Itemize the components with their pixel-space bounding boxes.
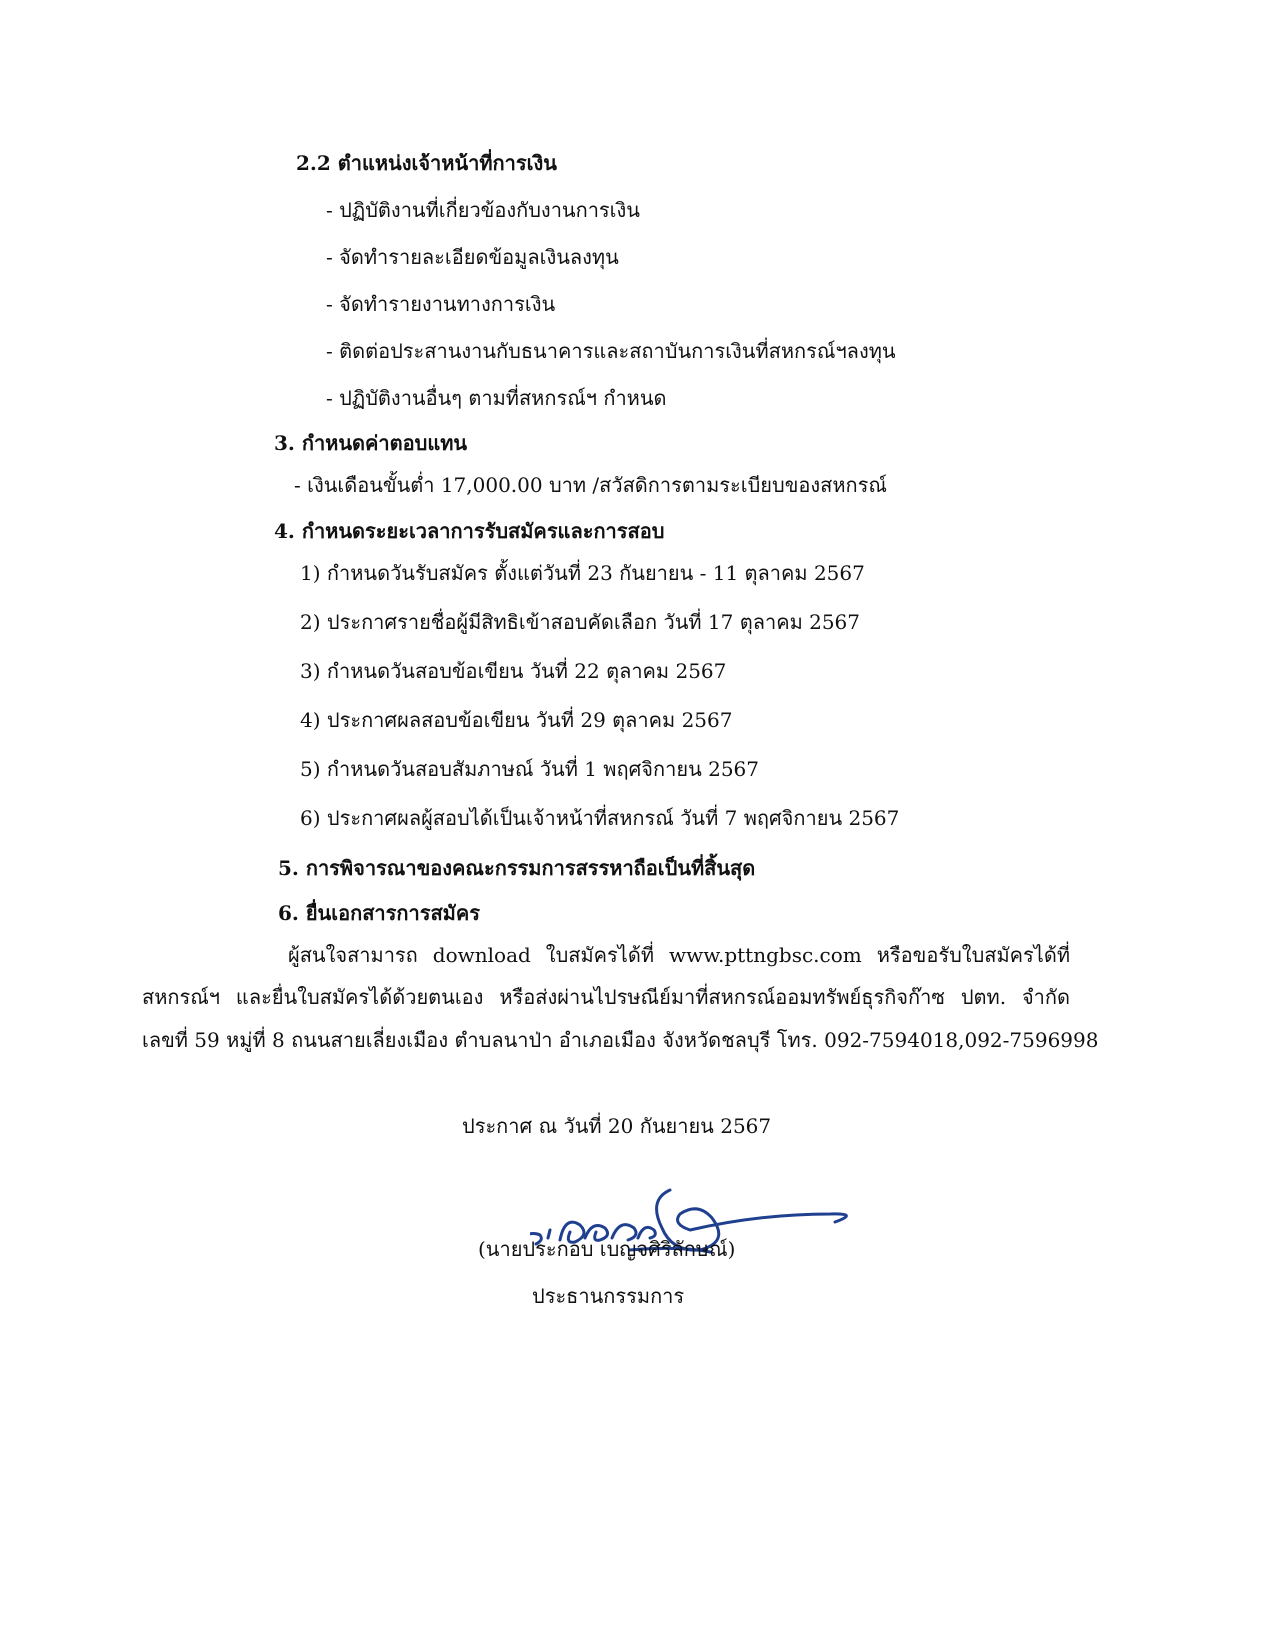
- section-2-2-item: - ปฏิบัติงานอื่นๆ ตามที่สหกรณ์ฯ กำหนด: [326, 386, 667, 410]
- signer-title: ประธานกรรมการ: [532, 1284, 685, 1308]
- section-6-paragraph-line: ผู้สนใจสามารถ download ใบสมัครได้ที่ www.pttngbsc.com หรือขอรับใบสมัครได้ที่: [288, 943, 1070, 967]
- salary-text: - เงินเดือนขั้นต่ำ 17,000.00 บาท /สวัสดิการตามระเบียบของสหกรณ์: [294, 473, 887, 497]
- section-2-2-item: - ปฏิบัติงานที่เกี่ยวข้องกับงานการเงิน: [326, 198, 640, 222]
- section-2-2-item: - จัดทำรายละเอียดข้อมูลเงินลงทุน: [326, 245, 619, 269]
- schedule-item: 1) กำหนดวันรับสมัคร ตั้งแต่วันที่ 23 กันยายน - 11 ตุลาคม 2567: [300, 561, 865, 585]
- section-2-2-item: - ติดต่อประสานงานกับธนาคารและสถาบันการเงินที่สหกรณ์ฯลงทุน: [326, 339, 896, 363]
- schedule-item: 3) กำหนดวันสอบข้อเขียน วันที่ 22 ตุลาคม 2567: [300, 659, 727, 683]
- schedule-item: 5) กำหนดวันสอบสัมภาษณ์ วันที่ 1 พฤศจิกายน 2567: [300, 757, 760, 781]
- signer-name: (นายประกอบ เบญจศิริลักษณ์): [478, 1237, 736, 1261]
- section-5-heading: 5. การพิจารณาของคณะกรรมการสรรหาถือเป็นที่สิ้นสุด: [278, 856, 756, 880]
- section-6-paragraph-line: สหกรณ์ฯ และยื่นใบสมัครได้ด้วยตนเอง หรือส่งผ่านไปรษณีย์มาที่สหกรณ์ออมทรัพย์ธุรกิจก๊าซ ปตท. จำกัด: [142, 985, 1070, 1009]
- schedule-item: 6) ประกาศผลผู้สอบได้เป็นเจ้าหน้าที่สหกรณ์ วันที่ 7 พฤศจิกายน 2567: [300, 806, 900, 830]
- section-6-paragraph-line: เลขที่ 59 หมู่ที่ 8 ถนนสายเลี่ยงเมือง ตำบลนาป่า อำเภอเมือง จังหวัดชลบุรี โทร. 092-7594018,092-7596998: [142, 1028, 1099, 1052]
- announcement-date: ประกาศ ณ วันที่ 20 กันยายน 2567: [462, 1114, 772, 1138]
- section-3-heading: 3. กำหนดค่าตอบแทน: [274, 431, 468, 455]
- section-4-heading: 4. กำหนดระยะเวลาการรับสมัครและการสอบ: [274, 519, 665, 543]
- schedule-item: 4) ประกาศผลสอบข้อเขียน วันที่ 29 ตุลาคม 2567: [300, 708, 733, 732]
- section-6-heading: 6. ยื่นเอกสารการสมัคร: [278, 901, 480, 925]
- schedule-item: 2) ประกาศรายชื่อผู้มีสิทธิเข้าสอบคัดเลือก วันที่ 17 ตุลาคม 2567: [300, 610, 861, 634]
- section-2-2-heading: 2.2 ตำแหน่งเจ้าหน้าที่การเงิน: [296, 151, 557, 175]
- section-2-2-item: - จัดทำรายงานทางการเงิน: [326, 292, 556, 316]
